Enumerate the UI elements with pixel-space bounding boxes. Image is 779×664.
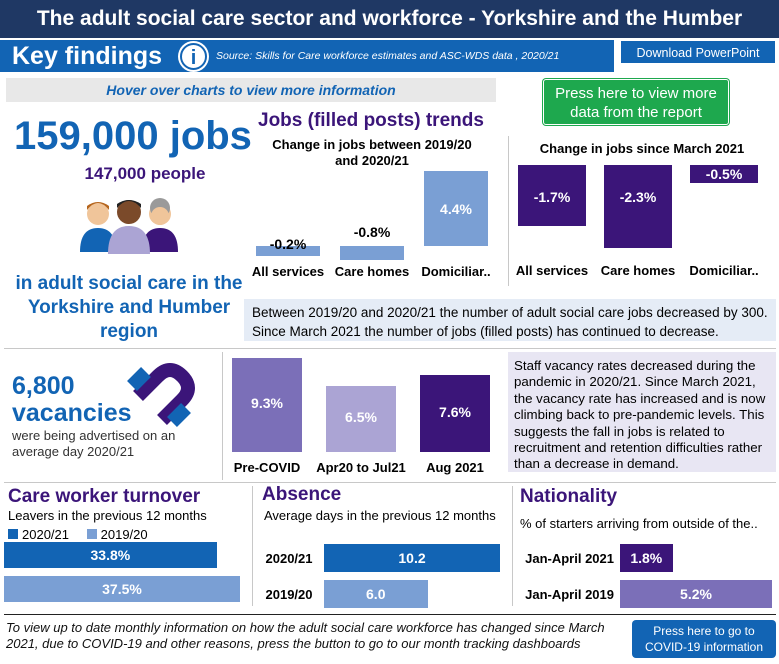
divider [252,486,253,606]
covid-info-button[interactable]: Press here to go to COVID-19 information [632,620,776,658]
key-findings-title: Key findings [12,42,163,70]
data-label: 37.5% [102,581,142,597]
legend-swatch-2020 [8,529,18,539]
data-label: -2.3% [619,189,657,205]
tick-label: Care homes [334,264,410,279]
footer-text: To view up to date monthly information on how the adult social care workforce has changed since March 2021, due to COVID-19 and other reasons, press the button to go to our month tracking dashboards [6,620,605,651]
vacancies-total: 6,800 [12,372,75,400]
data-label: 4.4% [440,201,472,218]
tick-label: Aug 2021 [426,460,484,475]
legend-2019: 2019/20 [100,527,148,542]
chart2-title: Change in jobs since March 2021 [539,141,745,156]
jobs-region: in adult social care in the Yorkshire and Humber region [15,273,243,342]
divider [512,486,513,606]
turnover-legend [8,527,148,542]
data-label: -0.8% [353,224,391,240]
view-report-button[interactable]: Press here to view more data from the report [543,79,729,125]
absence-subtitle: Average days in the previous 12 months [264,508,496,523]
absence-title: Absence [262,484,342,505]
nationality-title: Nationality [520,486,618,507]
data-label: -1.7% [533,189,571,205]
people-total: 147,000 people [84,164,206,183]
legend-swatch-2019 [87,529,97,539]
tick-label: Pre-COVID [233,460,301,475]
absence-chart[interactable] [258,540,508,610]
trends-title: Jobs (filled posts) trends [258,110,484,131]
tick-label: Domiciliar.. [421,264,491,279]
people-group-icon [78,196,182,254]
data-label: 6.0 [366,586,386,602]
vacancy-rate-chart[interactable] [224,356,506,480]
tick-label: All services [251,264,325,279]
tick-label: 2019/20 [265,587,313,602]
source-note: Source: Skills for Care workforce estimates and ASC-WDS data , 2020/21 [216,50,560,62]
data-label: 9.3% [251,395,283,411]
tick-label: Apr20 to Jul21 [316,460,406,475]
data-label: 33.8% [90,547,131,563]
hover-hint: Hover over charts to view more information [6,78,496,102]
legend-2020: 2020/21 [22,527,69,542]
trends-note: Between 2019/20 and 2020/21 the number of adult social care jobs decreased by 300. Since March 2021 the number of jobs (filled posts) has continued to decrease. [244,299,776,341]
vacancies-word: vacancies [12,399,132,427]
data-label: 6.5% [345,409,377,426]
bar [604,165,672,248]
magnet-icon [124,356,200,428]
jobs-change-chart-2[interactable] [510,160,776,282]
data-label: -0.2% [269,236,307,252]
tick-label: 2020/21 [265,551,313,566]
data-label: -0.5% [705,166,743,182]
turnover-subtitle: Leavers in the previous 12 months [8,508,207,523]
data-label: 1.8% [630,550,663,566]
tick-label: Jan-April 2019 [525,587,614,602]
page-title: The adult social care sector and workforce - Yorkshire and the Humber [0,0,779,38]
data-label: 10.2 [398,550,426,566]
divider [4,614,776,615]
nationality-subtitle: % of starters arriving from outside of the.. [520,516,758,531]
chart1-title: Change in jobs between 2019/20 and 2020/21 [272,137,472,168]
turnover-chart[interactable] [4,542,244,606]
vacancies-note: Staff vacancy rates decreased during the pandemic in 2020/21. Since March 2021, the vacancy rate has increased and is now climbing back to pre-pandemic levels. This suggests the fall in jobs is related to recruitment and retention difficulties rather than a decrease in demand. [508,352,776,472]
key-findings-bar [0,40,614,72]
divider [4,348,776,349]
tick-label: Jan-April 2021 [525,551,614,566]
jobs-total: 159,000 jobs [14,114,252,158]
jobs-change-chart-1[interactable] [246,168,496,282]
data-label: 7.6% [439,403,471,420]
download-powerpoint-button[interactable]: Download PowerPoint [620,40,776,64]
bar [340,246,404,260]
divider [4,482,776,483]
data-label: 5.2% [680,586,712,602]
turnover-title: Care worker turnover [8,486,201,507]
info-icon[interactable]: i [180,43,207,70]
tick-label: Care homes [600,263,676,278]
tick-label: Domiciliar.. [689,263,759,278]
tick-label: All services [515,263,589,278]
vacancies-desc: were being advertised on an average day 2020/21 [12,428,176,459]
nationality-chart[interactable] [516,540,776,610]
